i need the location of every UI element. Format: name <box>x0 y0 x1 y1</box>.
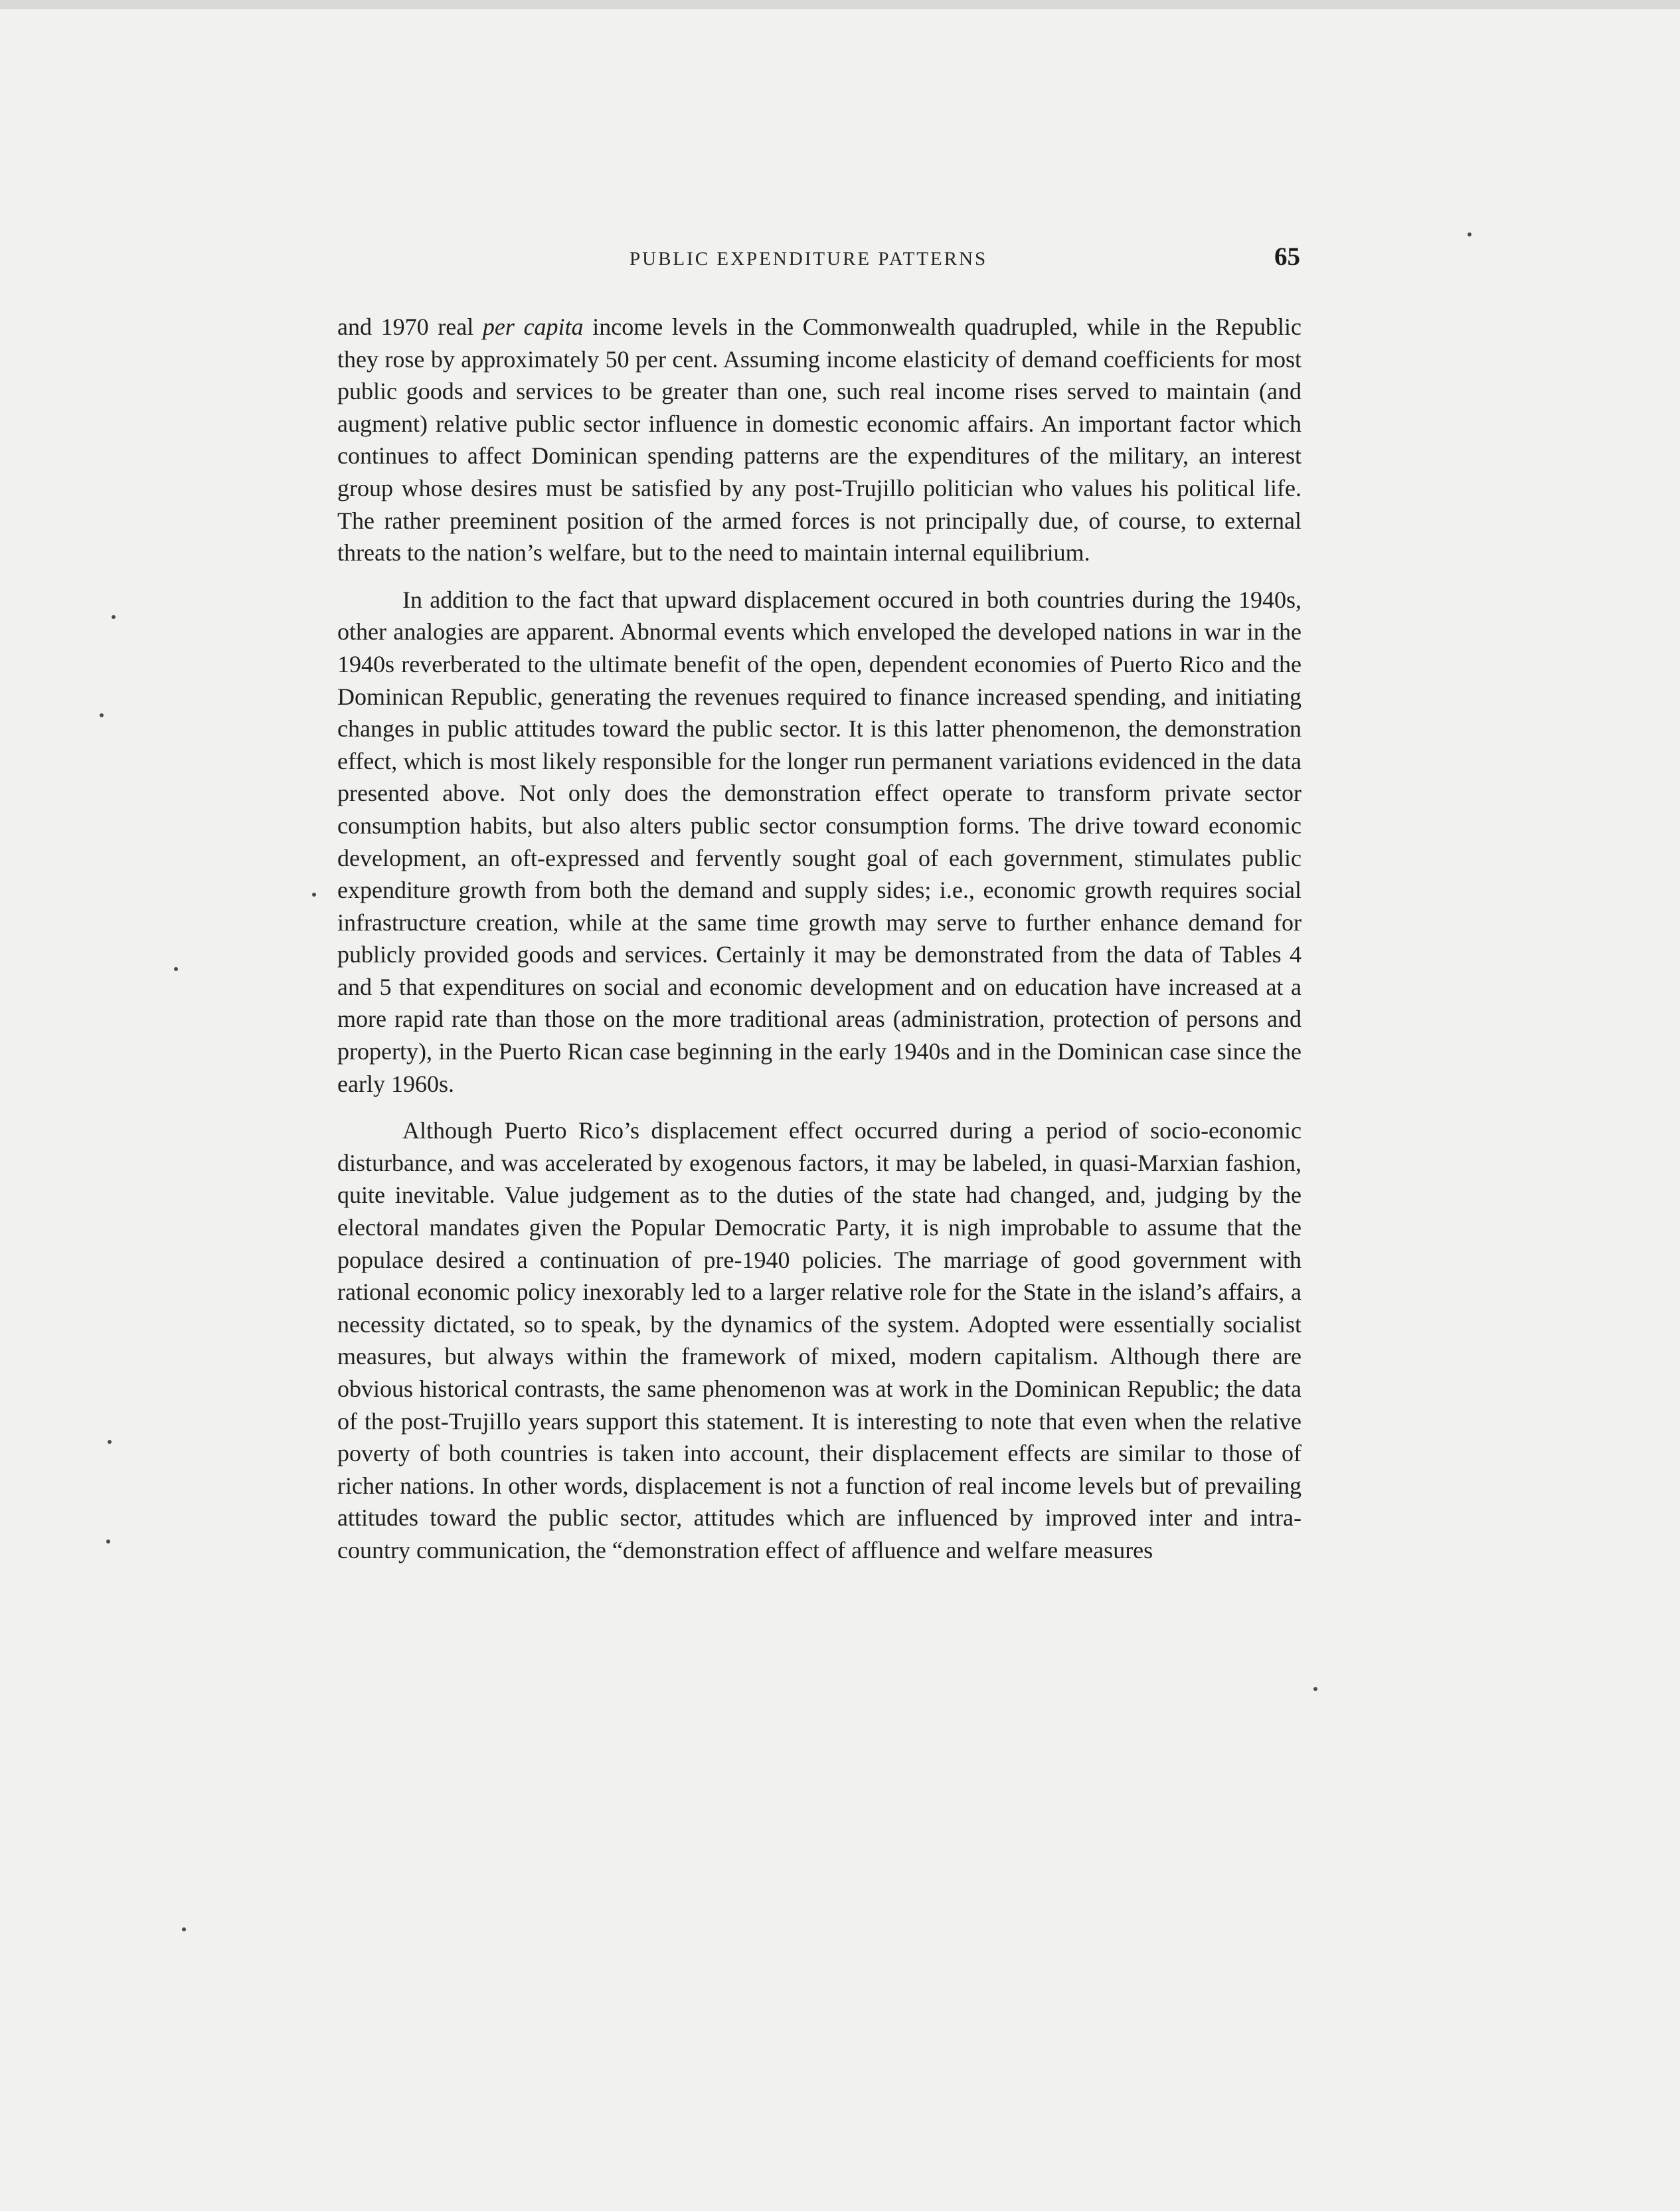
scan-speck <box>182 1927 186 1931</box>
page-number: 65 <box>1274 242 1300 271</box>
paragraph-1-rest: income levels in the Commonwealth quadrupled, while in the Republic they rose by approximately 50 per cent. Assuming income elasticity of demand coefficients for most public goods and services to be greater than one, such real income rises served to maintain (and augment) relative public sector influence in domestic economic affairs. An important factor which continues to affect Dominican spending patterns are the expenditures of the military, an interest group whose desires must be satisfied by any post-Trujillo politician who values his political life. The rather preeminent position of the armed forces is not principally due, of course, to external threats to the nation’s welfare, but to the need to maintain internal equilibrium. <box>337 313 1302 567</box>
page-header <box>630 242 1300 282</box>
paragraph-1-lead: and 1970 real <box>337 313 483 340</box>
paragraph-1-italic: per capita <box>482 313 584 340</box>
scan-speck <box>1313 1687 1317 1691</box>
body-text <box>337 311 1302 1567</box>
scan-speck <box>108 1440 112 1444</box>
paragraph-3: Although Puerto Rico’s displacement effect occurred during a period of socio-economic disturbance, and was accelerated by exogenous factors, it may be labeled, in quasi-Marxian fashion, quite inevitable. Value judgement as to the duties of the state had changed, and, judging by the electoral mandates given the Popular Democratic Party, it is nigh improbable to assume that the populace desired a continuation of pre-1940 policies. The marriage of good government with rational economic policy inexorably led to a larger relative role for the State in the island’s affairs, a necessity dictated, so to speak, by the dynamics of the system. Adopted were essentially socialist measures, but always within the framework of mixed, modern capitalism. Although there are obvious historical contrasts, the same phenomenon was at work in the Dominican Republic; the data of the post-Trujillo years support this statement. It is interesting to note that even when the relative poverty of both countries is taken into account, their displacement effects are similar to those of richer nations. In other words, displacement is not a function of real income levels but of prevailing attitudes toward the public sector, attitudes which are influenced by improved inter and intra-country communication, the “demonstration effect of affluence and welfare measures <box>337 1117 1302 1563</box>
scan-speck <box>106 1540 110 1544</box>
running-head: PUBLIC EXPENDITURE PATTERNS <box>630 248 988 270</box>
paragraph-2: In addition to the fact that upward displacement occured in both countries during the 1940s, other analogies are apparent. Abnormal events which enveloped the developed nations in war in the 1940s reverberated to the ultimate benefit of the open, dependent economies of Puerto Rico and the Dominican Republic, generating the revenues required to finance increased spending, and initiating changes in public attitudes toward the public sector. It is this latter phenomenon, the demonstration effect, which is most likely responsible for the longer run permanent variations evidenced in the data presented above. Not only does the demonstration effect operate to transform private sector consumption habits, but also alters public sector consumption forms. The drive toward economic development, an oft-expressed and fervently sought goal of each government, stimulates public expenditure growth from both the demand and supply sides; i.e., economic growth requires social infrastructure creation, while at the same time growth may serve to further enhance demand for publicly provided goods and services. Certainly it may be demonstrated from the data of Tables 4 and 5 that expenditures on social and economic development and on education have increased at a more rapid rate than those on the more traditional areas (administration, protection of persons and property), in the Puerto Rican case beginning in the early 1940s and in the Dominican case since the early 1960s. <box>337 586 1302 1097</box>
scan-speck <box>100 713 104 717</box>
scan-speck <box>174 967 178 971</box>
scan-edge <box>0 0 1680 9</box>
scan-speck <box>1468 232 1471 236</box>
scan-speck <box>312 893 316 897</box>
paragraph-1 <box>337 311 1302 569</box>
scan-speck <box>112 615 116 619</box>
